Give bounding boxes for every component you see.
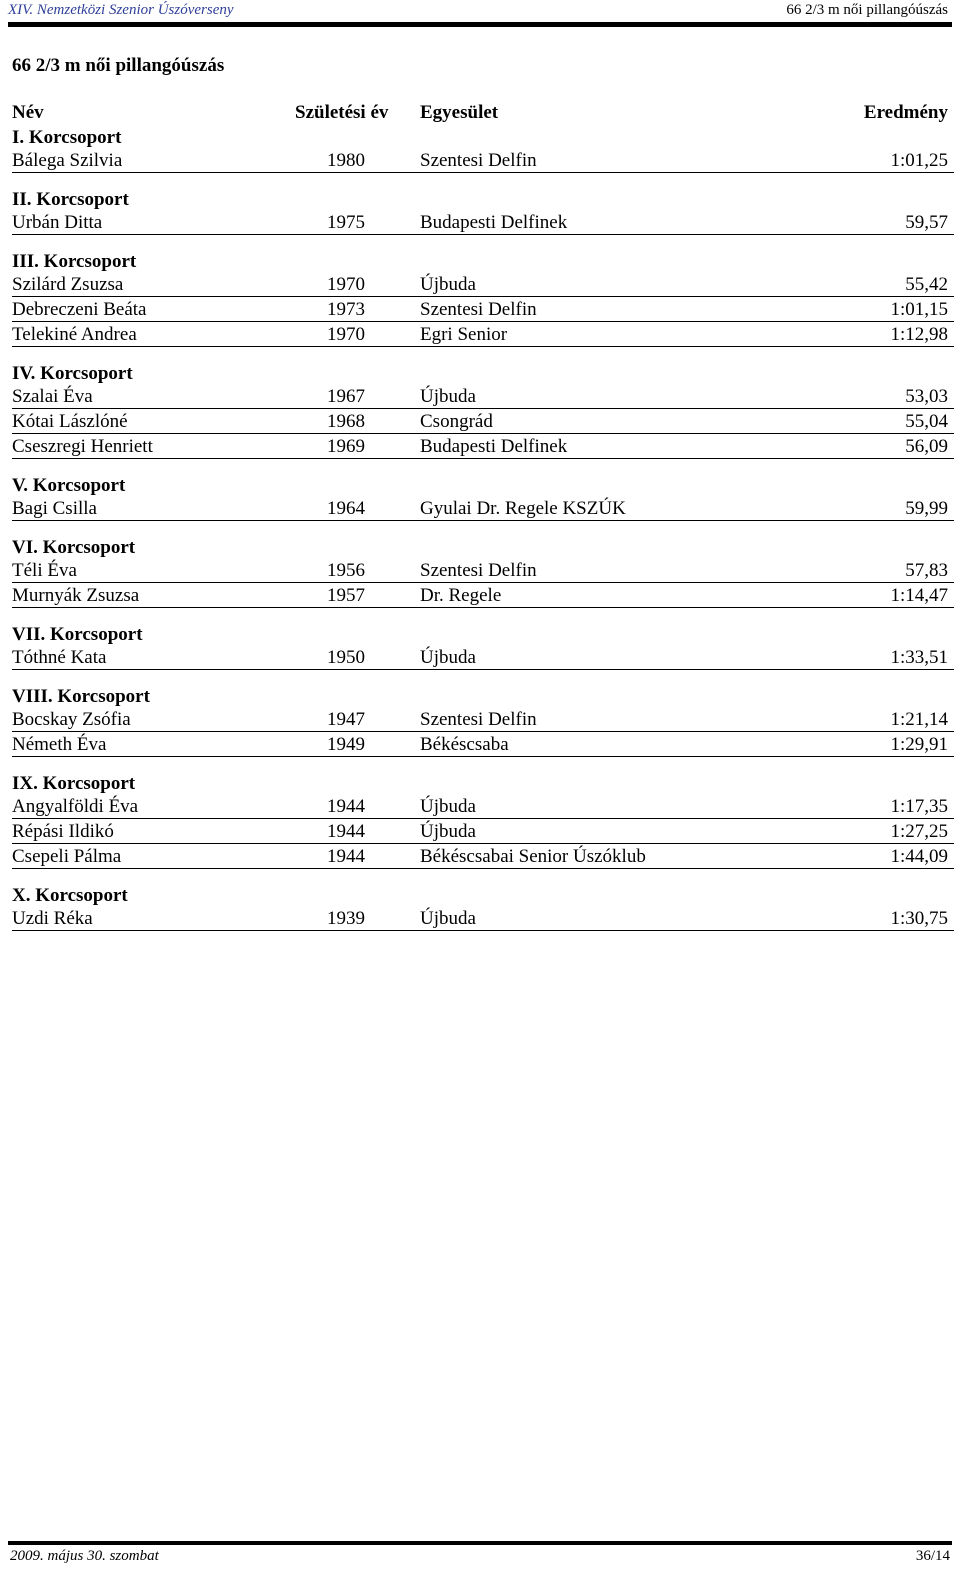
age-group-title: III. Korcsoport (12, 251, 137, 272)
age-group-title: IX. Korcsoport (12, 773, 136, 794)
birth-year: 1944 (327, 821, 365, 842)
table-row (12, 496, 954, 521)
result-time: 1:27,25 (890, 821, 948, 842)
athlete-name: Cseszregi Henriett (12, 436, 153, 457)
club-name: Csongrád (420, 411, 493, 432)
athlete-name: Murnyák Zsuzsa (12, 585, 140, 606)
birth-year: 1950 (327, 647, 365, 668)
athlete-name: Bálega Szilvia (12, 150, 123, 171)
footer-divider (8, 1541, 952, 1545)
birth-year: 1947 (327, 709, 365, 730)
age-group-title: I. Korcsoport (12, 127, 122, 148)
club-name: Újbuda (420, 908, 476, 929)
result-time: 1:01,15 (890, 299, 948, 320)
athlete-name: Bocskay Zsófia (12, 709, 131, 730)
age-group-title: V. Korcsoport (12, 475, 126, 496)
result-time: 53,03 (905, 386, 948, 407)
page-footer (10, 1548, 950, 1565)
birth-year: 1957 (327, 585, 365, 606)
result-time: 1:30,75 (890, 908, 948, 929)
table-row (12, 819, 954, 844)
athlete-name: Telekiné Andrea (12, 324, 137, 345)
table-row (12, 322, 954, 347)
table-row (12, 645, 954, 670)
age-group (12, 684, 954, 757)
club-name: Békéscsaba (420, 734, 509, 755)
age-group-title: IV. Korcsoport (12, 363, 133, 384)
table-row (12, 272, 954, 297)
birth-year: 1967 (327, 386, 365, 407)
column-header-year: Születési év (295, 102, 389, 123)
result-time: 1:33,51 (890, 647, 948, 668)
club-name: Szentesi Delfin (420, 709, 537, 730)
athlete-name: Angyalföldi Éva (12, 796, 139, 817)
birth-year: 1944 (327, 846, 365, 867)
age-group (12, 125, 954, 173)
footer-date: 2009. május 30. szombat (10, 1548, 159, 1564)
club-name: Újbuda (420, 647, 476, 668)
club-name: Újbuda (420, 274, 476, 295)
age-group (12, 883, 954, 931)
age-group-title: X. Korcsoport (12, 885, 128, 906)
athlete-name: Uzdi Réka (12, 908, 93, 929)
table-row (12, 583, 954, 608)
athlete-name: Téli Éva (12, 560, 77, 581)
birth-year: 1956 (327, 560, 365, 581)
club-name: Dr. Regele (420, 585, 502, 606)
table-row (12, 409, 954, 434)
age-group-title: VII. Korcsoport (12, 624, 143, 645)
result-time: 56,09 (905, 436, 948, 457)
table-row (12, 906, 954, 931)
athlete-name: Répási Ildikó (12, 821, 114, 842)
birth-year: 1973 (327, 299, 365, 320)
birth-year: 1968 (327, 411, 365, 432)
table-row (12, 794, 954, 819)
birth-year: 1970 (327, 324, 365, 345)
athlete-name: Szilárd Zsuzsa (12, 274, 124, 295)
birth-year: 1939 (327, 908, 365, 929)
result-time: 55,04 (905, 411, 948, 432)
header-divider (8, 22, 952, 27)
athlete-name: Debreczeni Beáta (12, 299, 147, 320)
event-name-header: 66 2/3 m női pillangóúszás (786, 2, 948, 18)
birth-year: 1975 (327, 212, 365, 233)
athlete-name: Szalai Éva (12, 386, 93, 407)
result-time: 55,42 (905, 274, 948, 295)
birth-year: 1944 (327, 796, 365, 817)
column-header-name: Név (12, 102, 44, 123)
club-name: Budapesti Delfinek (420, 436, 568, 457)
column-header-result: Eredmény (863, 102, 948, 123)
result-time: 1:17,35 (890, 796, 948, 817)
birth-year: 1970 (327, 274, 365, 295)
result-time: 59,57 (905, 212, 948, 233)
result-time: 57,83 (905, 560, 948, 581)
age-group (12, 473, 954, 521)
athlete-name: Csepeli Pálma (12, 846, 122, 867)
club-name: Gyulai Dr. Regele KSZÚK (420, 498, 626, 519)
result-time: 1:44,09 (890, 846, 948, 867)
table-row (12, 297, 954, 322)
age-group-title: VIII. Korcsoport (12, 686, 150, 707)
result-time: 1:12,98 (890, 324, 948, 345)
result-time: 1:14,47 (890, 585, 948, 606)
table-row (12, 707, 954, 732)
result-time: 1:01,25 (890, 150, 948, 171)
club-name: Újbuda (420, 821, 476, 842)
club-name: Szentesi Delfin (420, 560, 537, 581)
page-title: 66 2/3 m női pillangóúszás (12, 55, 225, 76)
club-name: Szentesi Delfin (420, 299, 537, 320)
results-table (12, 100, 954, 931)
age-group-title: VI. Korcsoport (12, 537, 136, 558)
birth-year: 1949 (327, 734, 365, 755)
table-row (12, 384, 954, 409)
table-row (12, 844, 954, 869)
athlete-name: Kótai Lászlóné (12, 411, 128, 432)
athlete-name: Németh Éva (12, 734, 107, 755)
birth-year: 1969 (327, 436, 365, 457)
event-series-title: XIV. Nemzetközi Szenior Úszóverseny (8, 2, 234, 18)
birth-year: 1964 (327, 498, 365, 519)
age-group (12, 535, 954, 608)
column-header-row (12, 100, 954, 125)
table-row (12, 148, 954, 173)
club-name: Újbuda (420, 386, 476, 407)
athlete-name: Urbán Ditta (12, 212, 103, 233)
column-header-club: Egyesület (420, 102, 499, 123)
table-row (12, 434, 954, 459)
age-group (12, 361, 954, 459)
athlete-name: Bagi Csilla (12, 498, 97, 519)
club-name: Egri Senior (420, 324, 508, 345)
result-time: 1:29,91 (890, 734, 948, 755)
age-group (12, 771, 954, 869)
table-row (12, 558, 954, 583)
age-group (12, 622, 954, 670)
table-row (12, 210, 954, 235)
club-name: Szentesi Delfin (420, 150, 537, 171)
athlete-name: Tóthné Kata (12, 647, 107, 668)
page-number: 36/14 (915, 1548, 950, 1564)
age-group (12, 187, 954, 235)
age-group (12, 249, 954, 347)
result-time: 59,99 (905, 498, 948, 519)
table-row (12, 732, 954, 757)
birth-year: 1980 (327, 150, 365, 171)
club-name: Békéscsabai Senior Úszóklub (420, 846, 646, 867)
club-name: Újbuda (420, 796, 476, 817)
age-group-title: II. Korcsoport (12, 189, 129, 210)
result-time: 1:21,14 (890, 709, 948, 730)
club-name: Budapesti Delfinek (420, 212, 568, 233)
